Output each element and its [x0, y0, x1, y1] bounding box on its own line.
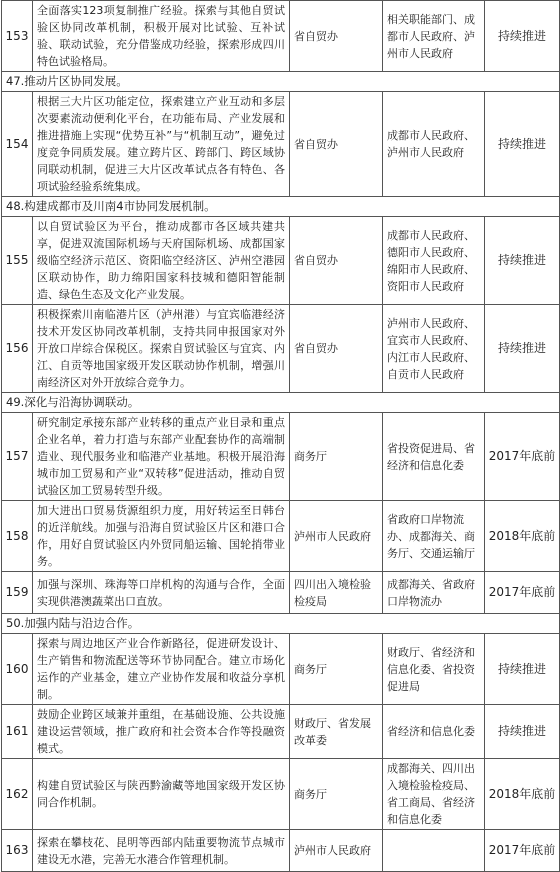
- item-content: 研究制定承接东部产业转移的重点产业目录和重点企业名单，着力打造与东部产业配套协作的高端制造业、现代服务业和临港产业基地。积极开展沿海城市加工贸易和产业“双转移”促进活动，推动自贸试验区加工贸易转型升级。: [33, 413, 290, 501]
- lead-unit: 省自贸办: [290, 92, 383, 197]
- section-heading: 49.深化与沿海协调联动。: [2, 393, 560, 413]
- partner-units: 省政府口岸物流办、成都海关、商务厅、交通运输厅: [383, 501, 485, 572]
- table-row: [2, 1, 560, 72]
- deadline: 2017年底前: [485, 572, 560, 614]
- table-row: [2, 217, 560, 305]
- table-row: [2, 413, 560, 501]
- deadline: 持续推进: [485, 305, 560, 393]
- lead-unit: 商务厅: [290, 634, 383, 705]
- item-number: 155: [2, 217, 33, 305]
- item-number: 160: [2, 634, 33, 705]
- item-content: 构建自贸试验区与陕西黔渝藏等地国家级开发区协同合作机制。: [33, 759, 290, 830]
- deadline: 2018年底前: [485, 501, 560, 572]
- table-row: [2, 92, 560, 197]
- item-number: 163: [2, 830, 33, 872]
- table-row: [2, 305, 560, 393]
- deadline: 持续推进: [485, 1, 560, 72]
- section-heading-row: [2, 197, 560, 217]
- partner-units: 省投资促进局、省经济和信息化委: [383, 413, 485, 501]
- lead-unit: 省自贸办: [290, 305, 383, 393]
- item-content: 鼓励企业跨区域兼并重组，在基础设施、公共设施建设运营领域，推广政府和社会资本合作等投融资模式。: [33, 705, 290, 759]
- table-row: [2, 830, 560, 872]
- table-row: [2, 705, 560, 759]
- section-heading: 48.构建成都市及川南4市协同发展机制。: [2, 197, 560, 217]
- section-heading: 50.加强内陆与沿边合作。: [2, 614, 560, 634]
- item-content: 积极探索川南临港片区（泸州港）与宜宾临港经济技术开发区协同改革机制，支持共同申报国家对外开放口岸综合保税区。探索自贸试验区与宜宾、内江、自贡等地国家级开发区联动协作机制，增强川南经济区对外开放综合竞争力。: [33, 305, 290, 393]
- lead-unit: 泸州市人民政府: [290, 501, 383, 572]
- task-table: [1, 0, 560, 872]
- item-number: 153: [2, 1, 33, 72]
- task-table-body: [2, 1, 560, 872]
- table-row: [2, 501, 560, 572]
- partner-units: 泸州市人民政府、宜宾市人民政府、内江市人民政府、自贡市人民政府: [383, 305, 485, 393]
- partner-units: 相关职能部门、成都市人民政府、泸州市人民政府: [383, 1, 485, 72]
- item-number: 161: [2, 705, 33, 759]
- table-row: [2, 634, 560, 705]
- item-content: 探索在攀枝花、昆明等西部内陆重要物流节点城市建设无水港，完善无水港合作管理机制。: [33, 830, 290, 872]
- lead-unit: 财政厅、省发展改革委: [290, 705, 383, 759]
- item-number: 162: [2, 759, 33, 830]
- lead-unit: 省自贸办: [290, 217, 383, 305]
- lead-unit: 泸州市人民政府: [290, 830, 383, 872]
- table-row: [2, 759, 560, 830]
- item-number: 157: [2, 413, 33, 501]
- item-number: 154: [2, 92, 33, 197]
- section-heading-row: [2, 614, 560, 634]
- deadline: 持续推进: [485, 217, 560, 305]
- partner-units: 省经济和信息化委: [383, 705, 485, 759]
- item-number: 156: [2, 305, 33, 393]
- item-number: 158: [2, 501, 33, 572]
- item-content: 根据三大片区功能定位，探索建立产业互动和多层次要素流动便利化平台，在功能布局、产业发展和推进措施上实现“优势互补”与“机制互动”，避免过度竞争同质发展。建立跨片区、跨部门、跨区域协同联动机制，促进三大片区改革试点各有特色、各项试验经验系统集成。: [33, 92, 290, 197]
- item-number: 159: [2, 572, 33, 614]
- lead-unit: 省自贸办: [290, 1, 383, 72]
- section-heading: 47.推动片区协同发展。: [2, 72, 560, 92]
- deadline: 2018年底前: [485, 759, 560, 830]
- deadline: 2017年底前: [485, 830, 560, 872]
- deadline: 2017年底前: [485, 413, 560, 501]
- deadline: 持续推进: [485, 705, 560, 759]
- lead-unit: 商务厅: [290, 413, 383, 501]
- partner-units: 成都市人民政府、泸州市人民政府: [383, 92, 485, 197]
- lead-unit: 商务厅: [290, 759, 383, 830]
- table-row: [2, 572, 560, 614]
- item-content: 加强与深圳、珠海等口岸机构的沟通与合作，全面实现供港澳蔬菜出口直放。: [33, 572, 290, 614]
- lead-unit: 四川出入境检验检疫局: [290, 572, 383, 614]
- partner-units: [383, 830, 485, 872]
- partner-units: 成都海关、省政府口岸物流办: [383, 572, 485, 614]
- partner-units: 财政厅、省经济和信息化委、省投资促进局: [383, 634, 485, 705]
- item-content: 全面落实123项复制推广经验。探索与其他自贸试验区协同改革机制，积极开展对比试验、互补试验、联动试验，充分借鉴成功经验，探索形成四川特色试验格局。: [33, 1, 290, 72]
- deadline: 持续推进: [485, 92, 560, 197]
- section-heading-row: [2, 72, 560, 92]
- item-content: 加大进出口贸易货源组织力度，用好转运至日韩台的近洋航线。加强与沿海自贸试验区片区和港口合作，用好自贸试验区内外贸同船运输、国轮捎带业务。: [33, 501, 290, 572]
- section-heading-row: [2, 393, 560, 413]
- item-content: 以自贸试验区为平台，推动成都市各区域共建共享，促进双流国际机场与天府国际机场、成都国家级临空经济示范区、资阳临空经济区、泸州空港园区联动协作，助力绵阳国家科技城和德阳智能制造、绿色生态及文化产业发展。: [33, 217, 290, 305]
- partner-units: 成都海关、四川出入境检验检疫局、省工商局、省经济和信息化委: [383, 759, 485, 830]
- partner-units: 成都市人民政府、德阳市人民政府、绵阳市人民政府、资阳市人民政府: [383, 217, 485, 305]
- item-content: 探索与周边地区产业合作新路径，促进研发设计、生产销售和物流配送等环节协同配合。建立市场化运作的产业基金，建立产业协作发展和收益分享机制。: [33, 634, 290, 705]
- deadline: 持续推进: [485, 634, 560, 705]
